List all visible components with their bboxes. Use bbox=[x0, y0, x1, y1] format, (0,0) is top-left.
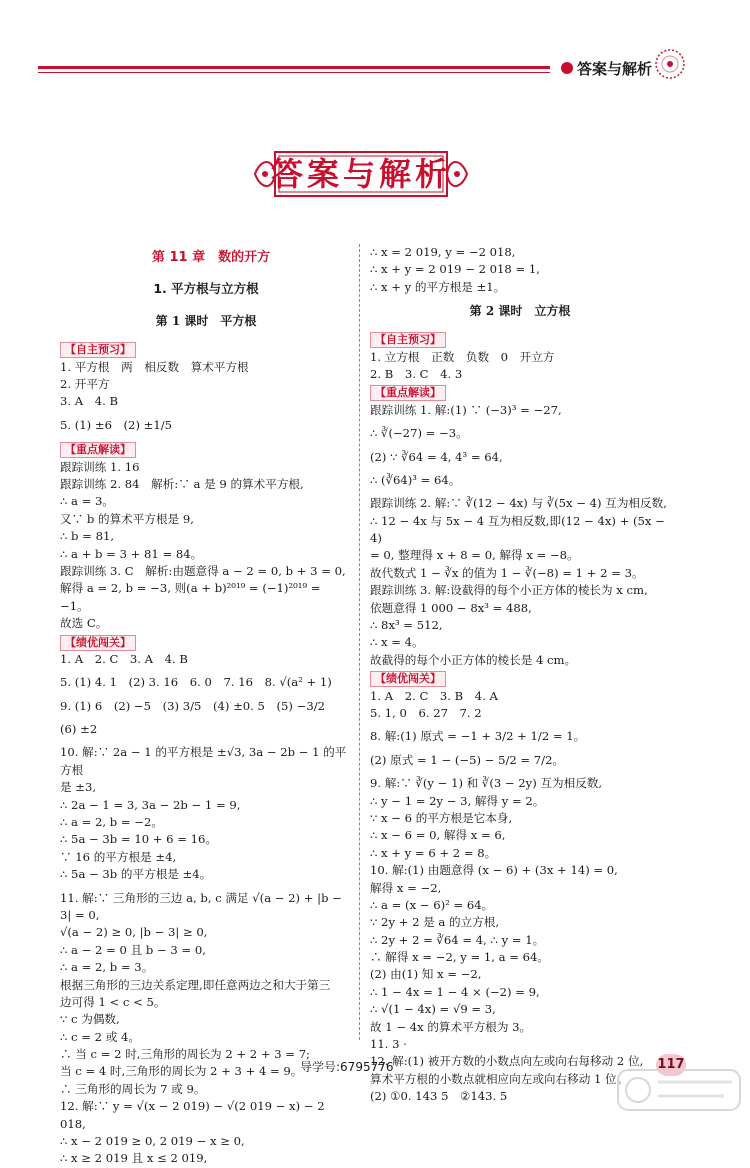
chapter-title: 第 11 章 数的开方 bbox=[151, 250, 271, 265]
answer-line: 故 1 − 4x 的算术平方根为 3。 bbox=[370, 1019, 532, 1034]
answer-line: 故选 C。 bbox=[60, 616, 108, 631]
answer-line: (2) 由(1) 知 x = −2, bbox=[370, 967, 482, 982]
answer-line: ∴ 5a − 3b = 10 + 6 = 16。 bbox=[60, 832, 217, 847]
guide-number: 导学号:6795776 bbox=[300, 1060, 394, 1074]
answer-line: 10. 解:(1) 由题意得 (x − 6) + (3x + 14) = 0, bbox=[370, 863, 618, 878]
header-rule-thin bbox=[38, 72, 550, 73]
answer-line: 解得 x = −2, bbox=[370, 880, 442, 895]
answer-line: ∴ y − 1 = 2y − 3, 解得 y = 2。 bbox=[370, 793, 545, 808]
section-tag: 【重点解读】 bbox=[60, 442, 136, 458]
answer-line: 算术平方根的小数点就相应向左或向右移动 1 位。 bbox=[370, 1071, 629, 1086]
answer-line: ∴ 三角形的周长为 7 或 9。 bbox=[60, 1081, 206, 1096]
answer-line: 12. 解:∵ y = √(x − 2 019) − √(2 019 − x) − 2 018, bbox=[60, 1099, 329, 1131]
answer-line: (6) ±2 bbox=[60, 722, 98, 737]
answer-line: (2) ①0. 143 5 ②143. 5 bbox=[370, 1089, 508, 1104]
answer-line: (2) 原式 = 1 − (−5) − 5/2 = 7/2。 bbox=[370, 752, 565, 767]
answer-line: 跟踪训练 1. 16 bbox=[60, 459, 140, 474]
section-title: 1. 平方根与立方根 bbox=[153, 280, 259, 296]
right-column bbox=[370, 244, 670, 1106]
answer-line: 1. A 2. C 3. A 4. B bbox=[60, 651, 188, 666]
answer-line: 1. A 2. C 3. B 4. A bbox=[370, 688, 498, 703]
answer-line: 11. 3 · bbox=[370, 1037, 407, 1052]
answer-line: ∴ √(1 − 4x) = √9 = 3, bbox=[370, 1002, 496, 1017]
answer-line: ∴ a − 2 = 0 且 b − 3 = 0, bbox=[60, 942, 206, 957]
answer-line: ∴ 5a − 3b 的平方根是 ±4。 bbox=[60, 867, 212, 882]
answer-line: 依题意得 1 000 − 8x³ = 488, bbox=[370, 600, 532, 615]
answer-line: ∴ b = 81, bbox=[60, 529, 115, 544]
header-label: 答案与解析 bbox=[577, 60, 653, 78]
section-tag: 【自主预习】 bbox=[60, 342, 136, 358]
answer-line: ∴ 解得 x = −2, y = 1, a = 64。 bbox=[370, 950, 549, 965]
answer-line: 10. 解:∵ 2a − 1 的平方根是 ±√3, 3a − 2b − 1 的平方根 bbox=[60, 745, 347, 777]
answer-line: ∴ (∛64)³ = 64。 bbox=[370, 472, 461, 487]
answer-line: 当 c = 4 时,三角形的周长为 2 + 3 + 4 = 9。 bbox=[60, 1064, 303, 1079]
answer-line: 1. 立方根 正数 负数 0 开立方 bbox=[370, 349, 555, 364]
header-rule-thick bbox=[38, 66, 550, 69]
answer-line: ∴ x + y = 2 019 − 2 018 = 1, bbox=[370, 262, 540, 277]
rosette-icon bbox=[652, 46, 688, 82]
answer-line: ∴ x + y = 6 + 2 = 8。 bbox=[370, 845, 497, 860]
answer-line: ∴ x + y 的平方根是 ±1。 bbox=[370, 279, 506, 294]
answer-line: ∴ ∛(−27) = −3。 bbox=[370, 426, 468, 441]
answer-line: 5. (1) 4. 1 (2) 3. 16 6. 0 7. 16 8. √(a² + 1) bbox=[60, 675, 332, 690]
answer-line: ∴ x = 2 019, y = −2 018, bbox=[370, 245, 516, 259]
column-divider bbox=[359, 244, 360, 1040]
answer-line: 9. 解:∵ ∛(y − 1) 和 ∛(3 − 2y) 互为相反数, bbox=[370, 776, 603, 791]
answer-line: 5. 1, 0 6. 27 7. 2 bbox=[370, 705, 482, 720]
answer-line: 故代数式 1 − ∛x 的值为 1 − ∛(−8) = 1 + 2 = 3。 bbox=[370, 565, 644, 580]
answer-line: ∴ c = 2 或 4。 bbox=[60, 1029, 140, 1044]
answer-line: 解得 a = 2, b = −3, 则(a + b)²⁰¹⁹ = (−1)²⁰¹⁹ = −1。 bbox=[60, 581, 325, 613]
answer-line: ∴ 8x³ = 512, bbox=[370, 618, 443, 633]
answer-line: ∴ a = 3。 bbox=[60, 494, 115, 509]
answer-line: 边可得 1 < c < 5。 bbox=[60, 994, 166, 1009]
answer-line: = 0, 整理得 x + 8 = 0, 解得 x = −8。 bbox=[370, 548, 579, 563]
answer-line: ∴ a = 2, b = −2。 bbox=[60, 815, 163, 830]
answer-line: 又∵ b 的算术平方根是 9, bbox=[60, 511, 194, 526]
page-number: 117 bbox=[656, 1054, 686, 1076]
answer-line: ∴ a = 2, b = 3。 bbox=[60, 960, 154, 975]
answer-line: 跟踪训练 2. 解:∵ ∛(12 − 4x) 与 ∛(5x − 4) 互为相反数, bbox=[370, 496, 667, 511]
answer-line: (2) ∵ ∛64 = 4, 4³ = 64, bbox=[370, 449, 503, 464]
section-tag: 【自主预习】 bbox=[370, 332, 446, 348]
header-bullet-icon bbox=[561, 62, 573, 74]
answer-line: 根据三角形的三边关系定理,即任意两边之和大于第三 bbox=[60, 977, 331, 992]
answer-line: ∴ a = (x − 6)² = 64。 bbox=[370, 897, 494, 912]
answer-line: ∵ x − 6 的平方根是它本身, bbox=[370, 810, 513, 825]
section-tag: 【重点解读】 bbox=[370, 385, 446, 401]
answer-line: ∴ 1 − 4x = 1 − 4 × (−2) = 9, bbox=[370, 984, 540, 999]
lesson-title: 第 1 课时 平方根 bbox=[155, 314, 257, 329]
answer-line: ∴ x = 4。 bbox=[370, 635, 424, 650]
answer-line: ∴ x − 6 = 0, 解得 x = 6, bbox=[370, 828, 506, 843]
section-tag: 【绩优闯关】 bbox=[60, 635, 136, 651]
answer-line: 是 ±3, bbox=[60, 780, 97, 795]
answer-line: ∴ 当 c = 2 时,三角形的周长为 2 + 2 + 3 = 7; bbox=[60, 1047, 310, 1062]
answer-line: ∴ 12 − 4x 与 5x − 4 互为相反数,即(12 − 4x) + (5x − 4) bbox=[370, 513, 669, 546]
answer-line: 8. 解:(1) 原式 = −1 + 3/2 + 1/2 = 1。 bbox=[370, 729, 586, 744]
answer-line: 跟踪训练 2. 84 解析:∵ a 是 9 的算术平方根, bbox=[60, 476, 304, 491]
answer-line: ∴ x ≥ 2 019 且 x ≤ 2 019, bbox=[60, 1151, 208, 1166]
section-tag: 【绩优闯关】 bbox=[370, 671, 446, 687]
answer-line: 9. (1) 6 (2) −5 (3) 3/5 (4) ±0. 5 (5) −3/2 bbox=[60, 698, 325, 713]
answer-line: 2. B 3. C 4. 3 bbox=[370, 366, 463, 381]
answer-line: ∴ 2a − 1 = 3, 3a − 2b − 1 = 9, bbox=[60, 797, 241, 812]
answer-line: 12. 解:(1) 被开方数的小数点向左或向右每移动 2 位, bbox=[370, 1054, 644, 1069]
answer-line: ∴ a + b = 3 + 81 = 84。 bbox=[60, 546, 203, 561]
answer-line: 故截得的每个小正方体的棱长是 4 cm。 bbox=[370, 652, 577, 667]
lesson-title: 第 2 课时 立方根 bbox=[469, 304, 571, 319]
answer-line: 11. 解:∵ 三角形的三边 a, b, c 满足 √(a − 2) + |b − 3| = 0, bbox=[60, 890, 346, 922]
answer-line: 3. A 4. B bbox=[60, 394, 118, 409]
answer-line: 5. (1) ±6 (2) ±1/5 bbox=[60, 417, 173, 432]
answer-line: 1. 平方根 两 相反数 算术平方根 bbox=[60, 359, 249, 374]
answer-line: 跟踪训练 1. 解:(1) ∵ (−3)³ = −27, bbox=[370, 402, 562, 417]
left-column bbox=[60, 244, 352, 1168]
answer-line: ∵ 2y + 2 是 a 的立方根, bbox=[370, 915, 500, 930]
answer-line: √(a − 2) ≥ 0, |b − 3| ≥ 0, bbox=[60, 925, 208, 940]
answer-line: 跟踪训练 3. C 解析:由题意得 a − 2 = 0, b + 3 = 0, bbox=[60, 563, 346, 578]
answer-line: ∵ 16 的平方根是 ±4, bbox=[60, 849, 177, 864]
answer-line: 2. 开平方 bbox=[60, 377, 110, 392]
answer-line: ∵ c 为偶数, bbox=[60, 1012, 120, 1027]
answer-line: 跟踪训练 3. 解:设截得的每个小正方体的棱长为 x cm, bbox=[370, 583, 648, 598]
page-title: 答案与解析 bbox=[270, 155, 451, 193]
answer-line: ∴ x − 2 019 ≥ 0, 2 019 − x ≥ 0, bbox=[60, 1134, 245, 1149]
answer-line: ∴ 2y + 2 = ∛64 = 4, ∴ y = 1。 bbox=[370, 932, 545, 947]
